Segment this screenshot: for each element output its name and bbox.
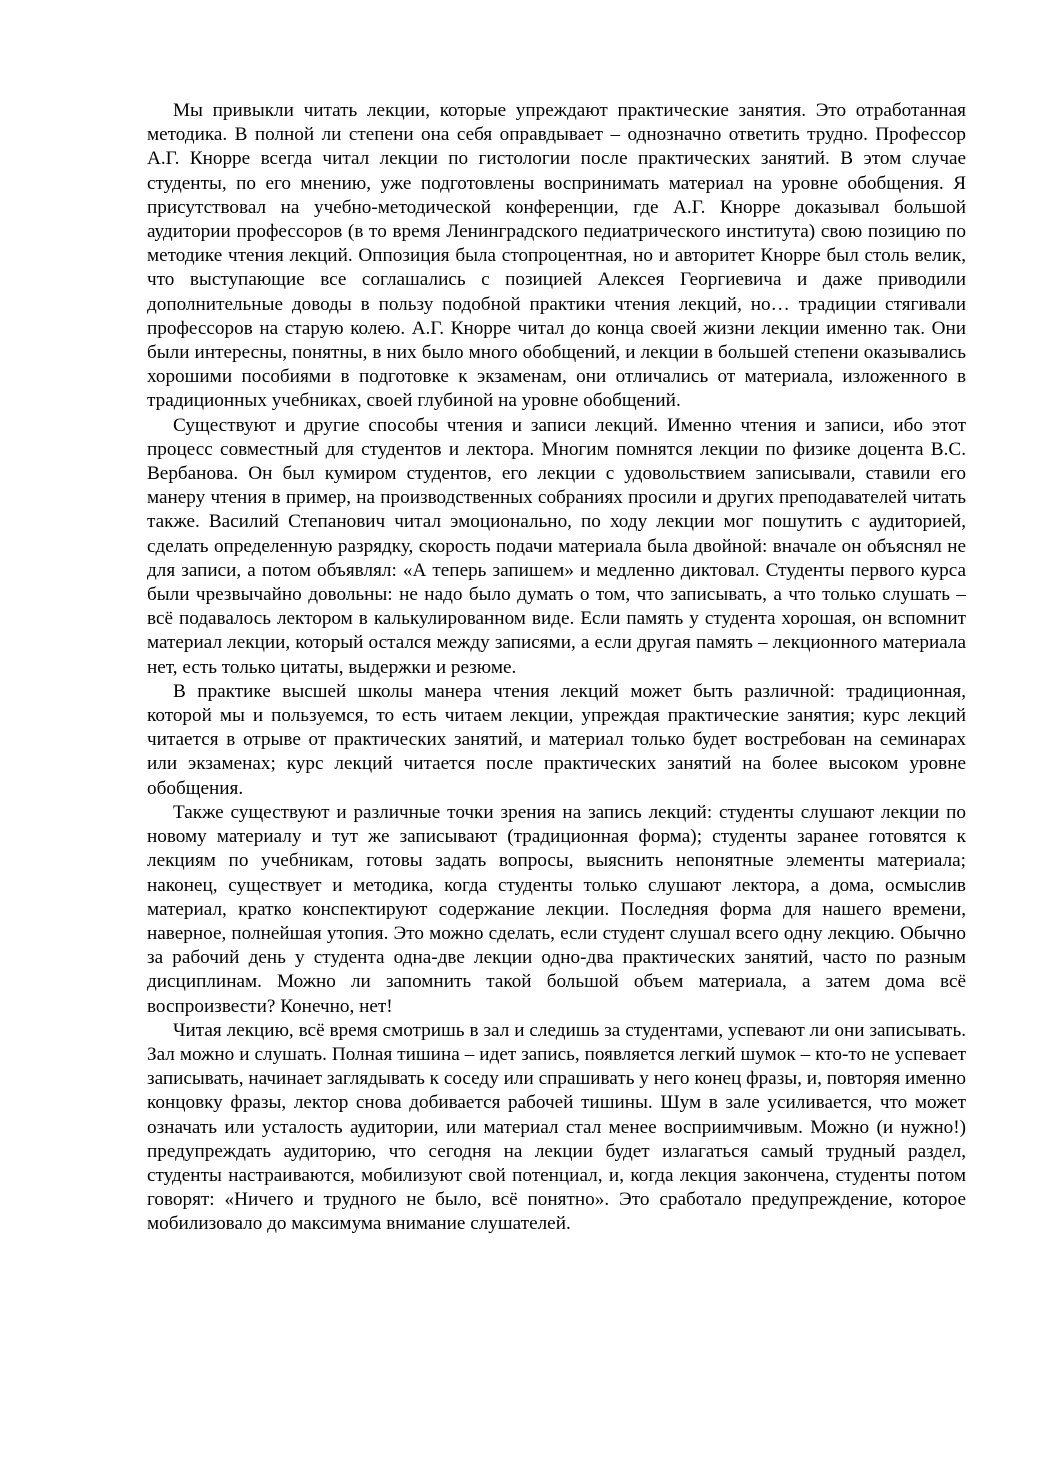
paragraph-5: Читая лекцию, всё время смотришь в зал и следишь за студентами, успевают ли они записывать. Зал можно и слушать. Полная тишина – идет запись, появляется легкий шумок – кто-то не успевает записывать, начинает заглядывать к соседу или спрашивать у него конец фразы, и, повторяя именно концовку фразы, лектор снова добивается рабочей тишины. Шум в зале усиливается, что может означать или усталость аудитории, или материал стал менее восприимчивым. Можно (и нужно!) предупреждать аудиторию, что сегодня на лекции будет излагаться самый трудный раздел, студенты настраиваются, мобилизуют свой потенциал, и, когда лекция закончена, студенты потом говорят: «Ничего и трудного не было, всё понятно». Это сработало предупреждение, которое мобилизовало до максимума внимание слушателей. — [147, 1019, 966, 1235]
paragraph-3: В практике высшей школы манера чтения лекций может быть различной: традиционная, которой мы и пользуемся, то есть читаем лекции, упреждая практические занятия; курс лекций читается в отрыве от практических занятий, и материал только будет востребован на семинарах или экзаменах; курс лекций читается после практических занятий на более высоком уровне обобщения. — [147, 680, 966, 799]
document-page — [147, 99, 966, 1237]
paragraph-4: Также существуют и различные точки зрения на запись лекций: студенты слушают лекции по новому материалу и тут же записывают (традиционная форма); студенты заранее готовятся к лекциям по учебникам, готовы задать вопросы, выяснить непонятные элементы материала; наконец, существует и методика, когда студенты только слушают лектора, а дома, осмыслив материал, кратко конспектируют содержание лекции. Последняя форма для нашего времени, наверное, полнейшая утопия. Это можно сделать, если студент слушал всего одну лекцию. Обычно за рабочий день у студента одна-две лекции одно-два практических занятий, часто по разным дисциплинам. Можно ли запомнить такой большой объем материала, а затем дома всё воспроизвести? Конечно, нет! — [147, 801, 966, 1017]
paragraph-1: Мы привыкли читать лекции, которые упреждают практические занятия. Это отработанная методика. В полной ли степени она себя оправдывает – однозначно ответить трудно. Профессор А.Г. Кнорре всегда читал лекции по гистологии после практических занятий. В этом случае студенты, по его мнению, уже подготовлены воспринимать материал на уровне обобщения. Я присутствовал на учебно-методической конференции, где А.Г. Кнорре доказывал большой аудитории профессоров (в то время Ленинградского педиатрического института) свою позицию по методике чтения лекций. Оппозиция была стопроцентная, но и авторитет Кнорре был столь велик, что выступающие все соглашались с позицией Алексея Георгиевича и даже приводили дополнительные доводы в пользу подобной практики чтения лекций, но… традиции стягивали профессоров на старую колею. А.Г. Кнорре читал до конца своей жизни лекции именно так. Они были интересны, понятны, в них было много обобщений, и лекции в большей степени оказывались хорошими пособиями в подготовке к экзаменам, они отличались от материала, изложенного в традиционных учебниках, своей глубиной на уровне обобщений. — [147, 100, 966, 412]
paragraph-2: Существуют и другие способы чтения и записи лекций. Именно чтения и записи, ибо этот процесс совместный для студентов и лектора. Многим помнятся лекции по физике доцента В.С. Вербанова. Он был кумиром студентов, его лекции с удовольствием записывали, ставили его манеру чтения в пример, на производственных собраниях просили и других преподавателей читать также. Василий Степанович читал эмоционально, по ходу лекции мог пошутить с аудиторией, сделать определенную разрядку, скорость подачи материала была двойной: вначале он объяснял не для записи, а потом объявлял: «А теперь запишем» и медленно диктовал. Студенты первого курса были чрезвычайно довольны: не надо было думать о том, что записывать, а что только слушать – всё подавалось лектором в калькулированном виде. Если память у студента хорошая, он вспомнит материал лекции, который остался между записями, а если другая память – лекционного материала нет, есть только цитаты, выдержки и резюме. — [147, 414, 966, 678]
